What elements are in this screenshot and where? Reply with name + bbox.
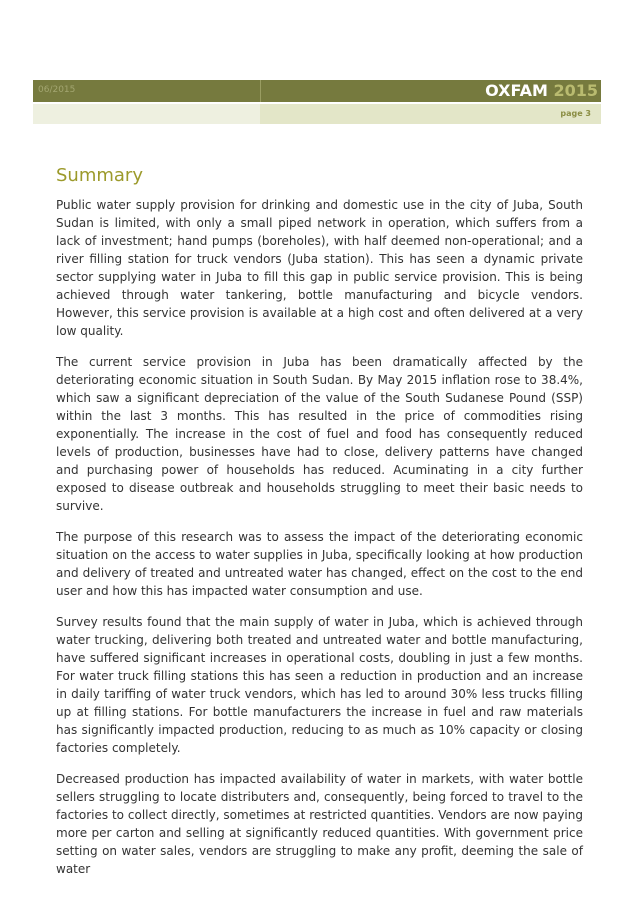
page-number: page 3 bbox=[560, 109, 591, 118]
subheader-bar bbox=[33, 104, 601, 124]
header-divider bbox=[260, 80, 261, 102]
brand-logo bbox=[485, 81, 598, 100]
section-title: Summary bbox=[56, 165, 143, 186]
paragraph-4: Survey results found that the main supply of water in Juba, which is achieved through water trucking, delivering both treated and untreated water and bottle manufacturing, have suffered significant increases in operational costs, doubling in just a few months. For water truck filling stations this has seen a reduction in production and an increase in daily tariffing of water truck vendors, which has led to around 30% less trucks filling up at filling stations. For bottle manufacturers the increase in fuel and raw materials has significantly impacted production, reducing to as much as 10% capacity or closing factories completely. bbox=[56, 615, 583, 755]
summary-body bbox=[56, 196, 583, 891]
subheader-right bbox=[260, 104, 601, 124]
paragraph-3: The purpose of this research was to assess the impact of the deteriorating economic situation on the access to water supplies in Juba, specifically looking at how production and delivery of treated and untreated water has changed, effect on the cost to the end user and how this has impacted water consumption and use. bbox=[56, 530, 583, 598]
brand-name: OXFAM bbox=[485, 81, 548, 100]
paragraph-5: Decreased production has impacted availability of water in markets, with water bottle sellers struggling to locate distributers and, consequently, being forced to travel to the factories to collect directly, sometimes at restricted quantities. Vendors are now paying more per carton and selling at significantly reduced quantities. With government price setting on water sales, vendors are struggling to make any profit, deeming the sale of water bbox=[56, 772, 583, 876]
header-bar bbox=[33, 80, 601, 102]
paragraph-1: Public water supply provision for drinking and domestic use in the city of Juba, South Sudan is limited, with only a small piped network in operation, which suffers from a lack of investment; hand pumps (boreholes), with half deemed non-operational; and a river filling station for truck vendors (Juba station). This has seen a dynamic private sector supplying water in Juba to fill this gap in public service provision. This is being achieved through water tankering, bottle manufacturing and bicycle vendors. However, this service provision is available at a high cost and often delivered at a very low quality. bbox=[56, 198, 583, 338]
header-date: 06/2015 bbox=[38, 85, 76, 95]
brand-year: 2015 bbox=[553, 81, 598, 100]
paragraph-2: The current service provision in Juba has been dramatically affected by the deteriorating economic situation in South Sudan. By May 2015 inflation rose to 38.4%, which saw a significant depreciation of the value of the South Sudanese Pound (SSP) within the last 3 months. This has resulted in the price of commodities rising exponentially. The increase in the cost of fuel and food has consequently reduced levels of production, businesses have had to close, delivery patterns have changed and purchasing power of households has reduced. Acuminating in a city further exposed to disease outbreak and households struggling to meet their basic needs to survive. bbox=[56, 355, 583, 513]
